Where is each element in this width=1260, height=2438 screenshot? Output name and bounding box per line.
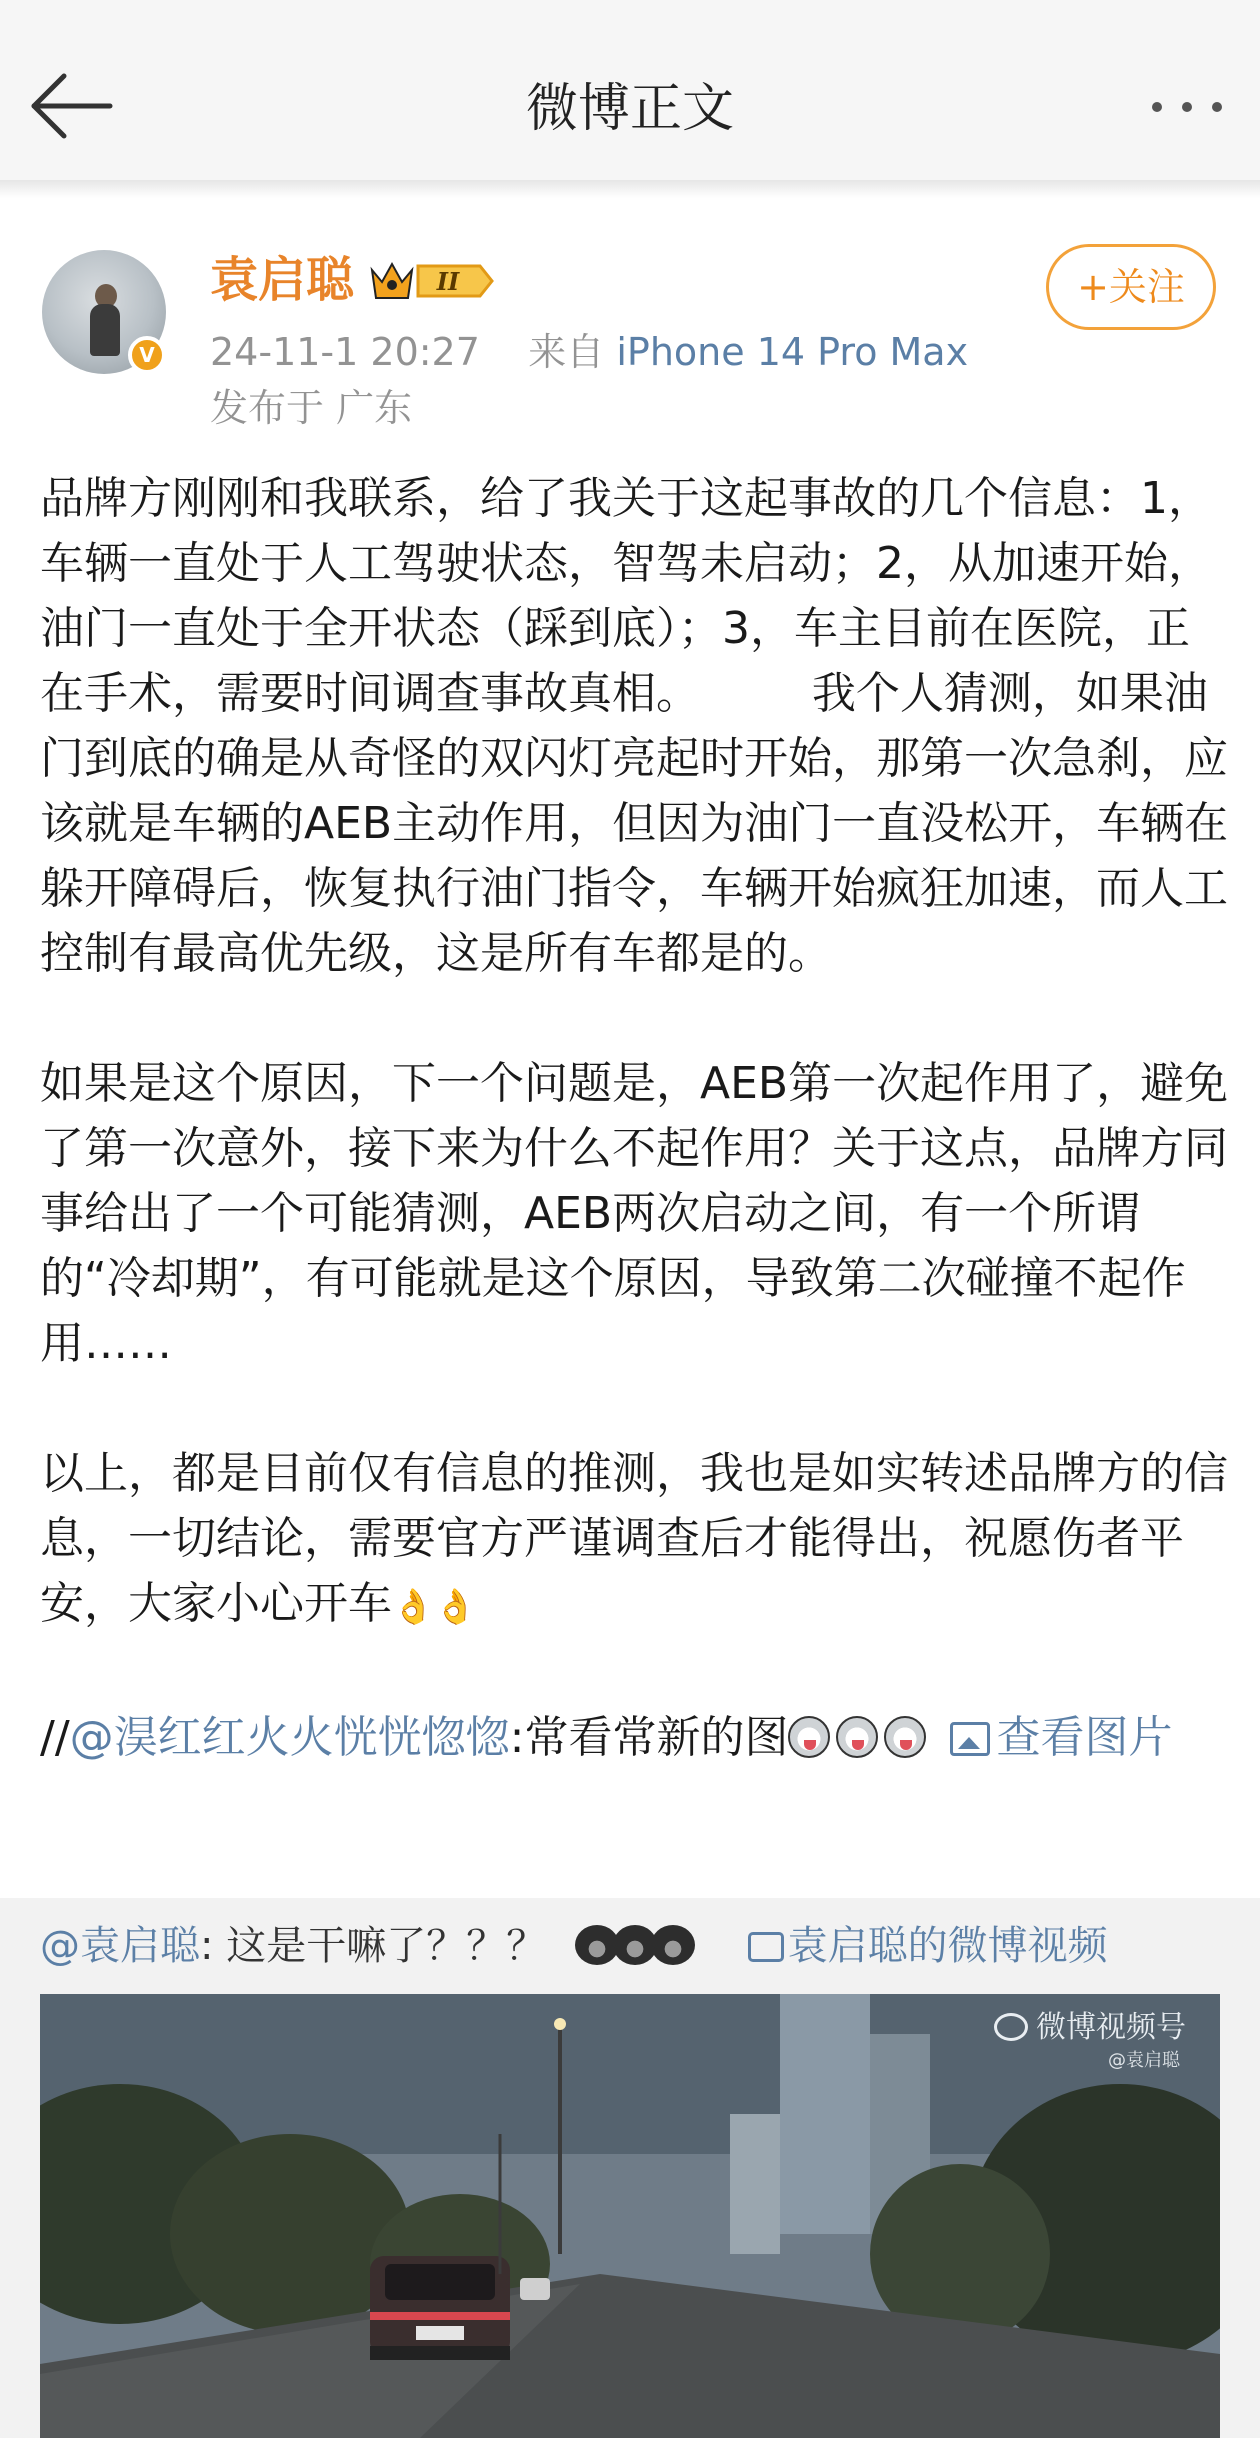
post-paragraph-2: 如果是这个原因，下一个问题是，AEB第一次起作用了，避免了第一次意外，接下来为什么不起作用？关于这点，品牌方同事给出了一个可能猜测，AEB两次启动之间，有一个所谓的“冷却期”，有可能就是这个原因，导致第二次碰撞不起作用…… bbox=[40, 1058, 1229, 1369]
original-author-mention[interactable]: @袁启聪 bbox=[40, 1923, 200, 1969]
nav-divider bbox=[0, 180, 1260, 198]
dog-emoji-icon bbox=[884, 1716, 926, 1758]
avatar-figure bbox=[90, 304, 120, 356]
repost-text: :常看常新的图 bbox=[509, 1712, 789, 1763]
follow-button[interactable]: +关注 bbox=[1046, 244, 1216, 330]
post-meta bbox=[210, 328, 968, 376]
dashcam-scene bbox=[40, 1994, 1220, 2438]
post-paragraph-3-wrap bbox=[40, 1441, 1230, 1640]
post-content bbox=[40, 466, 1230, 1770]
more-options-icon[interactable] bbox=[1146, 86, 1230, 126]
dog-emoji-icon bbox=[836, 1716, 878, 1758]
level-badge-text: II bbox=[436, 267, 460, 296]
post-timestamp: 24-11-1 20:27 bbox=[210, 330, 480, 374]
top-nav-bar bbox=[0, 0, 1260, 180]
repost-chain bbox=[40, 1705, 1230, 1770]
video-link[interactable]: 袁启聪的微博视频 bbox=[787, 1923, 1108, 1969]
original-post-text bbox=[40, 1916, 1108, 1976]
picture-icon[interactable] bbox=[950, 1722, 990, 1756]
post-paragraph-3: 以上，都是目前仅有信息的推测，我也是如实转述品牌方的信息，一切结论，需要官方严谨调查后才能得出，祝愿伤者平安，大家小心开车 bbox=[40, 1448, 1228, 1629]
video-watermark: 微博视频号 bbox=[994, 2008, 1186, 2048]
video-watermark-author: @袁启聪 bbox=[1108, 2050, 1180, 2071]
ok-hand-emoji-icon: 👌👌 bbox=[392, 1587, 477, 1627]
view-picture-link[interactable]: 查看图片 bbox=[996, 1712, 1173, 1763]
video-thumbnail[interactable] bbox=[40, 1994, 1220, 2438]
source-prefix: 来自 bbox=[528, 330, 605, 374]
verified-badge-icon: V bbox=[128, 336, 166, 374]
post-paragraph-1: 品牌方刚刚和我联系，给了我关于这起事故的几个信息：1，车辆一直处于人工驾驶状态，智驾未启动；2，从加速开始，油门一直处于全开状态（踩到底）；3，车主目前在医院，正在手术，需要时间调查事故真相。 我个人猜测，如果油门到底的确是从奇怪的双闪灯亮起时开始，那第一次急刹，应该就是车辆的AEB主动作用，但因为油门一直没松开，车辆在躲开障碍后，恢复执行油门指令，车辆开始疯狂加速，而人工控制有最高优先级，这是所有车都是的。 bbox=[40, 473, 1229, 979]
video-camera-icon[interactable] bbox=[748, 1932, 784, 1962]
member-crown-icon[interactable] bbox=[368, 258, 498, 304]
repost-mention-link[interactable]: @淏红红火火恍恍惚惚 bbox=[69, 1712, 510, 1763]
post-location: 发布于 广东 bbox=[210, 386, 413, 430]
page-title: 微博正文 bbox=[525, 79, 734, 139]
original-text: : 这是干嘛了？？？ bbox=[200, 1923, 547, 1969]
face-emoji-icon bbox=[575, 1922, 715, 1962]
author-name[interactable]: 袁启聪 bbox=[210, 252, 355, 308]
weibo-logo-icon bbox=[994, 2013, 1028, 2041]
repost-prefix: // bbox=[40, 1712, 70, 1763]
post-source-link[interactable]: iPhone 14 Pro Max bbox=[616, 330, 969, 374]
dog-emoji-icon bbox=[788, 1716, 830, 1758]
back-arrow-icon[interactable] bbox=[26, 66, 116, 146]
